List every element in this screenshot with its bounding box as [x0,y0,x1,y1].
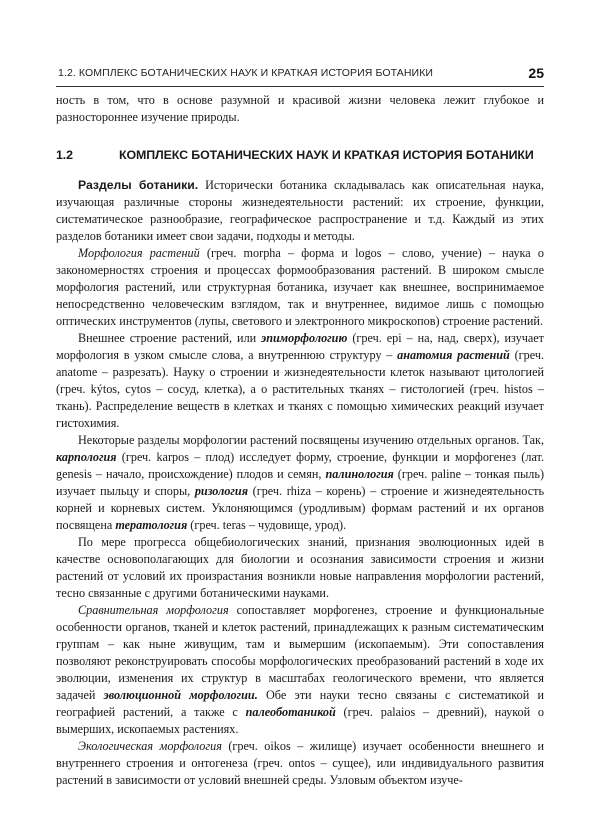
paragraph-text: Некоторые разделы морфологии растений посвящены изучению отдельных органов. Так, [78,433,544,447]
paragraph-text: (греч. rhiza – корень) – строение и жизнедеятельность корней и корневых систем. Уклоняющимся (уродливым) формам растений и их органов посвящена [56,484,544,532]
paragraph-heading: Разделы ботаники. [78,178,199,192]
section-title: КОМПЛЕКС БОТАНИЧЕСКИХ НАУК И КРАТКАЯ ИСТОРИЯ БОТАНИКИ [119,148,534,162]
paragraph-text: Внешнее строение растений, или [78,331,262,345]
paragraph-text: (греч. paline – тонкая пыль) изучает пыльцу и споры, [56,467,545,498]
paragraph-organ-studies [56,432,544,534]
section-heading [56,147,544,164]
page-number: 25 [528,65,544,81]
term-evolutionary-morphology: эволюционной морфологии. [103,688,258,702]
term-plant-anatomy: анатомия растений [397,348,510,362]
paragraph-ecological-morphology [56,738,544,789]
intro-paragraph: ность в том, что в основе разумной и красивой жизни человека лежит глубокое и разностороннее изучение природы. [56,93,544,124]
paragraph-text: (греч. teras – чудовище, урод). [187,518,347,532]
running-header-title: 1.2. КОМПЛЕКС БОТАНИЧЕСКИХ НАУК И КРАТКАЯ ИСТОРИЯ БОТАНИКИ [58,67,434,79]
paragraph-text: (греч. oikos – жилище) изучает особенности внешнего и внутреннего строения и онтогенеза (греч. ontos – сущее), или индивидуального развития растений в зависимости от условий внешней среды. Узловым объектом изуче- [56,739,544,787]
term-plant-morphology: Морфология растений [78,246,200,260]
paragraph-text: сопоставляет морфогенез, строение и функциональные особенности органов, тканей и клеток растений, принадлежащих к разным систематическим группам – как ныне живущим, там и вымершим (ископаемым). Эти сопоставления позволяют реконструировать способы морфологических преобразований растений в ходе их эволюции, изменения их структур в масштабах геологического времени, что является задачей [56,603,544,702]
term-carpology: карпология [56,450,117,464]
term-rhizology: ризология [194,484,248,498]
term-teratology: тератология [115,518,188,532]
paragraph-text: (греч. palaios – древний), наукой о вымерших, ископаемых растениях. [56,705,544,736]
paragraph-text: (греч. karpos – плод) исследует форму, строение, функции и морфогенез (лат. genesis – начало, происхождение) плодов и семян, [56,450,544,481]
term-paleobotany: палеоботаникой [245,705,336,719]
paragraph-branches-of-botany [56,177,544,245]
paragraph-external-structure [56,330,544,432]
paragraph-comparative-morphology [56,602,544,738]
page-body [56,92,544,789]
paragraph-text: (греч. morpha – форма и logos – слово, учение) – наука о закономерностях строения и процессах формообразования растений. В широком смысле морфология растений, или структурная ботаника, изучает как внешнее, воспринимаемое непосредственно человеческим взглядом, так и внутреннее, видимое лишь с помощью оптических инструментов (лупы, светового и электронного микроскопов) строение растений. [56,246,544,328]
paragraph-text: Исторически ботаника складывалась как описательная наука, изучающая различные стороны жизнедеятельности растений: их строение, функции, систематическое разнообразие, географическое распространение и т.д. Каждый из этих разделов ботаники имеет свои задачи, подходы и методы. [56,178,544,243]
running-header [56,64,544,87]
paragraph-text: (греч. epi – на, над, сверх), изучает морфология в узком смысле слова, а внутреннюю структуру – [56,331,544,362]
section-number: 1.2 [56,148,73,162]
term-ecological-morphology: Экологическая морфология [78,739,222,753]
paragraph-text: (греч. anatome – разрезать). Науку о строении и жизнедеятельности клеток называют цитологией (греч. kýtos, cytos – сосуд, клетка), а о растительных тканях – гистологией (греч. histos – ткань). Распределение веществ в клетках и тканях с помощью химических реакций изучает гистохимия. [56,348,544,430]
term-palynology: палинология [325,467,394,481]
paragraph-text: Обе эти науки тесно связаны с систематикой и географией растений, а также с [56,688,544,719]
term-comparative-morphology: Сравнительная морфология [78,603,229,617]
term-epimorphology: эпиморфологию [261,331,348,345]
paragraph-plant-morphology [56,245,544,330]
paragraph-new-directions: По мере прогресса общебиологических знаний, признания эволюционных идей в качестве основополагающих для биологии и осознания зависимости строения и жизни растений от условий их произрастания возникли новые направления морфологии растений, тесно связанные с другими ботаническими науками. [56,535,544,600]
